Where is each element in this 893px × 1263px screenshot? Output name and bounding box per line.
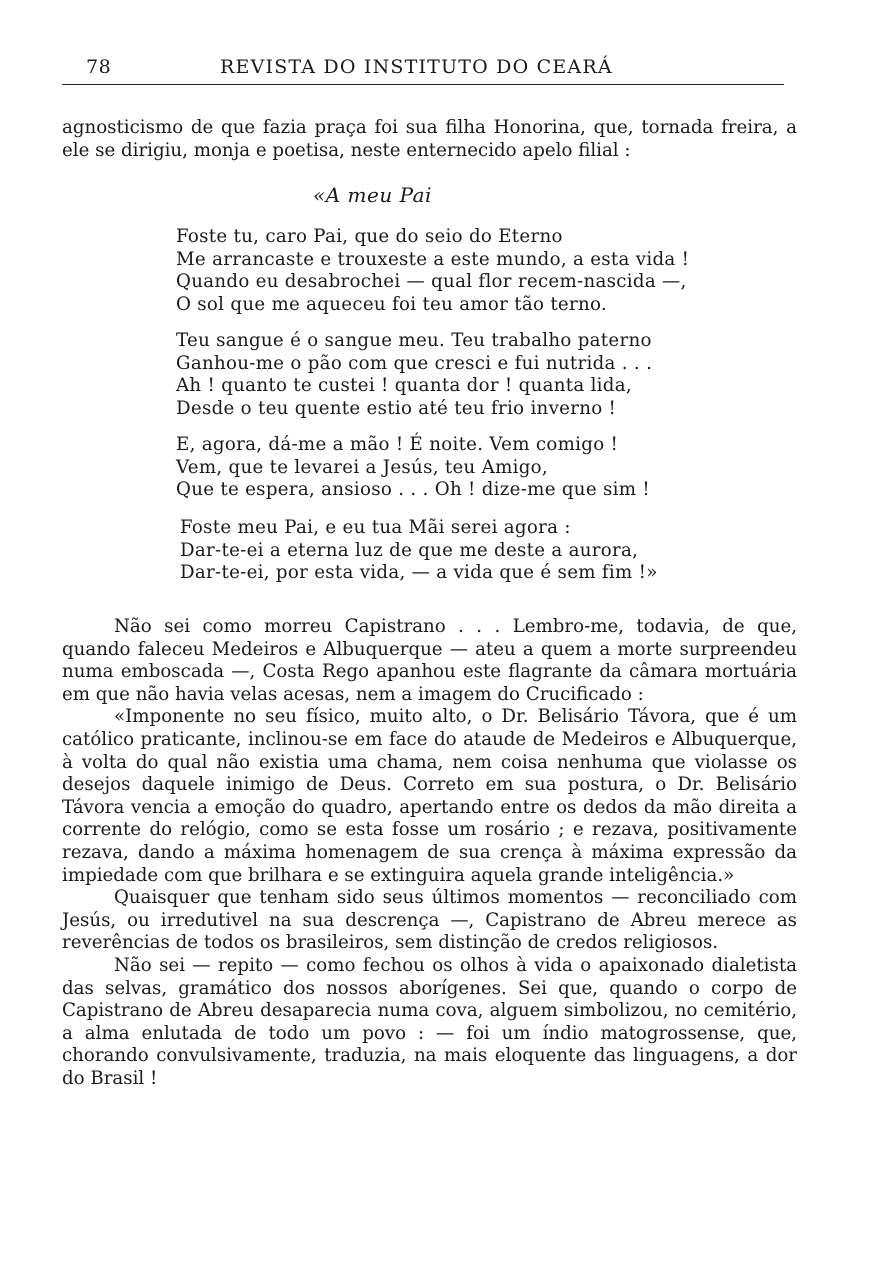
poem-line: Ganhou-me o pão com que cresci e fui nutrida . . . (176, 352, 653, 374)
poem-line: Teu sangue é o sangue meu. Teu trabalho paterno (176, 330, 652, 351)
poem-line: Foste meu Pai, e eu tua Mãi serei agora : (180, 517, 571, 538)
running-title: REVISTA DO INSTITUTO DO CEARÁ (220, 56, 613, 78)
poem-line: Dar-te-ei, por esta vida, — a vida que é sem fim !» (180, 562, 658, 584)
poem-stanza (176, 330, 736, 420)
intro-paragraph (62, 117, 797, 162)
poem-title: «A meu Pai (313, 183, 432, 207)
page-number: 78 (86, 56, 112, 78)
poem-line: Me arrancaste e trouxeste a este mundo, a esta vida ! (176, 248, 690, 270)
poem-line: Quando eu desabrochei — qual flor recem-nascida —, (176, 271, 687, 293)
poem-line: O sol que me aqueceu foi teu amor tão terno. (176, 293, 608, 315)
page-header (62, 50, 784, 85)
paragraph: Quaisquer que tenham sido seus últimos momentos — reconciliado com Jesús, ou irredutivel na sua descrença —, Capistrano de Abreu merece as reverências de todos os brasileiros, sem distinção de credos religiosos. (62, 887, 797, 954)
body-text (62, 616, 797, 1090)
poem-line: Ah ! quanto te custei ! quanta dor ! quanta lida, (176, 375, 632, 397)
poem-stanza (176, 226, 736, 316)
poem-line: Desde o teu quente estio até teu frio inverno ! (176, 397, 617, 419)
poem-line: Foste tu, caro Pai, que do seio do Eterno (176, 226, 563, 247)
paragraph-quote: «Imponente no seu físico, muito alto, o Dr. Belisário Távora, que é um católico praticante, inclinou-se em face do ataude de Medeiros e Albuquerque, à volta do qual não existia uma chama, nem coisa nenhuma que violasse os desejos daquele inimigo de Deus. Correto em sua postura, o Dr. Belisário Távora vencia a emoção do quadro, apertando entre os dedos da mão direita a corrente do relógio, como se esta fosse um rosário ; e rezava, positivamente rezava, dando a máxima homenagem de sua crença à máxima expressão da impiedade com que brilhara e se extinguira aquela grande inteligência.» (62, 706, 797, 886)
poem-stanza (176, 434, 736, 502)
poem-line: E, agora, dá-me a mão ! É noite. Vem comigo ! (176, 434, 619, 455)
poem-line: Vem, que te levarei a Jesús, teu Amigo, (176, 456, 549, 478)
paragraph: Não sei como morreu Capistrano . . . Lembro-me, todavia, de que, quando faleceu Medeiros e Albuquerque — ateu a quem a morte surpreendeu numa emboscada —, Costa Rego apanhou este flagrante da câmara mortuária em que não havia velas acesas, nem a imagem do Crucificado : (62, 616, 797, 705)
poem-stanza (180, 517, 740, 585)
poem-line: Que te espera, ansioso . . . Oh ! dize-me que sim ! (176, 479, 650, 501)
poem-line: Dar-te-ei a eterna luz de que me deste a aurora, (180, 539, 639, 561)
paragraph: Não sei — repito — como fechou os olhos à vida o apaixonado dialetista das selvas, gramático dos nossos aborígenes. Sei que, quando o corpo de Capistrano de Abreu desaparecia numa cova, alguem simbolizou, no cemitério, a alma enlutada de todo um povo : — foi um índio matogrossense, que, chorando convulsivamente, traduzia, na mais eloquente das linguagens, a dor do Brasil ! (62, 954, 797, 1089)
paragraph: agnosticismo de que fazia praça foi sua filha Honorina, que, tornada freira, a ele se dirigiu, monja e poetisa, neste enternecido apelo filial : (62, 117, 797, 161)
